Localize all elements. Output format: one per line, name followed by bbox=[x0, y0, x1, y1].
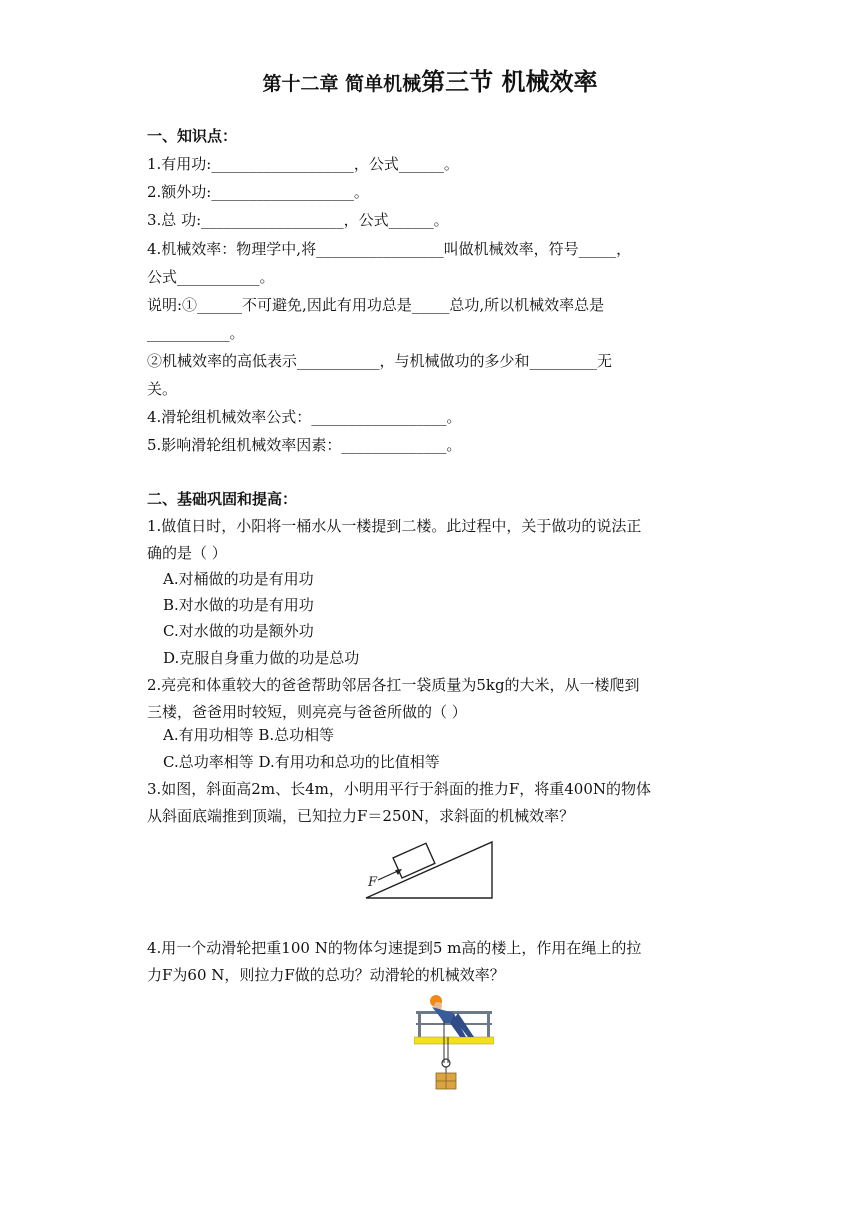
force-label: F bbox=[368, 875, 378, 890]
knowledge-line: 说明:①______不可避免,因此有用功总是_____总功,所以机械效率总是 bbox=[147, 296, 605, 314]
pulley-worker-figure bbox=[414, 993, 494, 1097]
knowledge-line: 3.总 功:___________________，公式______。 bbox=[147, 211, 449, 229]
floor-beam bbox=[414, 1037, 494, 1044]
movable-pulley bbox=[442, 1059, 450, 1067]
question-2-options: A.有用功相等 B.总功相等 bbox=[163, 726, 335, 744]
question-2-stem: 三楼，爸爸用时较短，则亮亮与爸爸所做的（ ） bbox=[147, 703, 467, 721]
question-1-stem: 确的是（ ） bbox=[147, 544, 227, 562]
knowledge-line: ②机械效率的高低表示___________，与机械做功的多少和_________无 bbox=[147, 352, 613, 370]
section-title: 第三节 机械效率 bbox=[421, 68, 598, 96]
question-1-option-c: C.对水做的功是额外功 bbox=[163, 622, 314, 640]
section2-heading: 二、基础巩固和提高： bbox=[147, 490, 298, 508]
question-1-option-b: B.对水做的功是有用功 bbox=[163, 596, 314, 614]
question-1-stem: 1.做值日时，小阳将一桶水从一楼提到二楼。此过程中，关于做功的说法正 bbox=[147, 517, 642, 535]
incline-figure bbox=[360, 838, 500, 906]
knowledge-line: 5.影响滑轮组机械效率因素：______________。 bbox=[147, 436, 462, 454]
knowledge-line: 公式___________。 bbox=[147, 268, 275, 286]
page-title bbox=[0, 62, 860, 97]
question-4-stem: 力F为60 N，则拉力F做的总功？动滑轮的机械效率？ bbox=[147, 966, 505, 984]
question-2-stem: 2.亮亮和体重较大的爸爸帮助邻居各扛一袋质量为5kg的大米，从一楼爬到 bbox=[147, 676, 640, 694]
knowledge-line: 2.额外功:___________________。 bbox=[147, 183, 369, 201]
knowledge-line: 关。 bbox=[147, 380, 178, 398]
knowledge-line: 4.机械效率：物理学中,将_________________叫做机械效率，符号_____， bbox=[147, 240, 632, 258]
question-2-options: C.总功率相等 D.有用功和总功的比值相等 bbox=[163, 753, 440, 771]
question-4-stem: 4.用一个动滑轮把重100 N的物体匀速提到5 m高的楼上，作用在绳上的拉 bbox=[147, 939, 642, 957]
question-1-option-a: A.对桶做的功是有用功 bbox=[163, 570, 314, 588]
knowledge-line: 1.有用功:___________________，公式______。 bbox=[147, 155, 459, 173]
question-1-option-d: D.克服自身重力做的功是总功 bbox=[163, 649, 360, 667]
section1-heading: 一、知识点： bbox=[147, 127, 238, 145]
knowledge-line: 4.滑轮组机械效率公式：__________________。 bbox=[147, 408, 462, 426]
question-3-stem: 3.如图，斜面高2m、长4m，小明用平行于斜面的推力F，将重400N的物体 bbox=[147, 780, 652, 798]
knowledge-line: ___________。 bbox=[147, 324, 245, 342]
chapter-title: 第十二章 简单机械 bbox=[262, 73, 422, 95]
question-3-stem: 从斜面底端推到顶端，已知拉力F＝250N，求斜面的机械效率？ bbox=[147, 807, 575, 825]
